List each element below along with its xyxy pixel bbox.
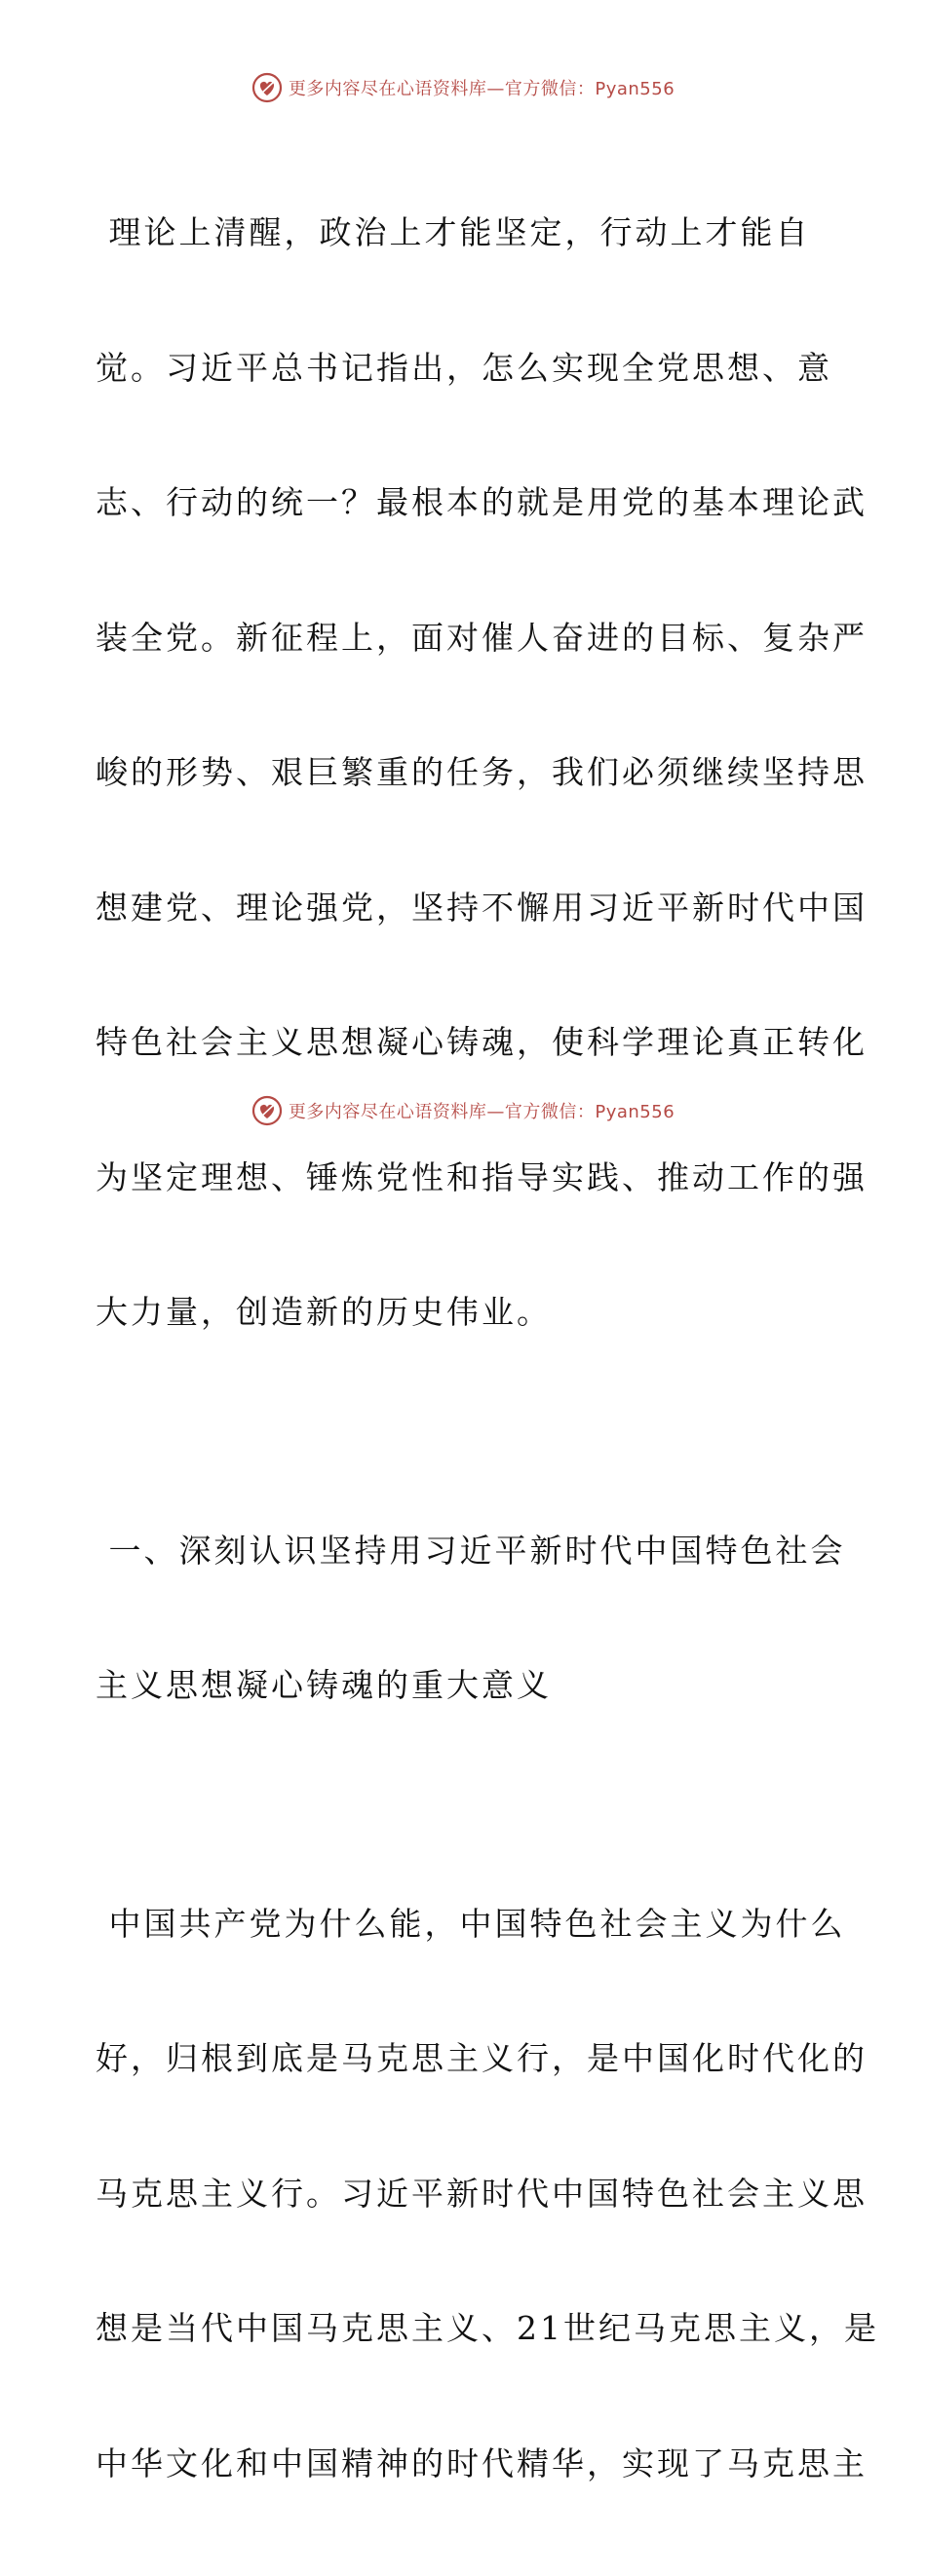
text-line: 想建党、理论强党，坚持不懈用习近平新时代中国 (96, 886, 836, 931)
section-heading (96, 1439, 836, 1799)
paragraph-section-one (96, 1812, 836, 2576)
text-line: 志、行动的统一？最根本的就是用党的基本理论武 (96, 480, 836, 526)
footer-watermark (0, 1091, 926, 1130)
watermark-text: 更多内容尽在心语资料库—官方微信：Pyan556 (289, 75, 675, 100)
text-line: 峻的形势、艰巨繁重的任务，我们必须继续坚持思 (96, 750, 836, 796)
watermark-text: 更多内容尽在心语资料库—官方微信：Pyan556 (289, 1098, 675, 1123)
text-line: 特色社会主义思想凝心铸魂，使科学理论真正转化 (96, 1020, 836, 1066)
text-line: 中国共产党为什么能，中国特色社会主义为什么 (96, 1902, 836, 1948)
text-line: 为坚定理想、锤炼党性和指导实践、推动工作的强 (96, 1155, 836, 1201)
heading-line: 一、深刻认识坚持用习近平新时代中国特色社会 (96, 1529, 836, 1574)
header-watermark (0, 68, 926, 107)
text-line: 装全党。新征程上，面对催人奋进的目标、复杂严 (96, 616, 836, 662)
document-body (96, 121, 836, 2576)
heading-line: 主义思想凝心铸魂的重大意义 (96, 1663, 836, 1709)
paragraph-intro (96, 121, 836, 1425)
text-line: 觉。习近平总书记指出，怎么实现全党思想、意 (96, 346, 836, 392)
text-line: 马克思主义行。习近平新时代中国特色社会主义思 (96, 2172, 836, 2217)
text-line: 想是当代中国马克思主义、21世纪马克思主义，是 (96, 2306, 836, 2352)
text-line: 大力量，创造新的历史伟业。 (96, 1290, 836, 1336)
text-line: 理论上清醒，政治上才能坚定，行动上才能自 (96, 210, 836, 256)
text-line: 中华文化和中国精神的时代精华，实现了马克思主 (96, 2442, 836, 2487)
heart-logo-icon (251, 72, 283, 103)
heart-logo-icon (251, 1095, 283, 1126)
text-line: 好，归根到底是马克思主义行，是中国化时代化的 (96, 2036, 836, 2082)
